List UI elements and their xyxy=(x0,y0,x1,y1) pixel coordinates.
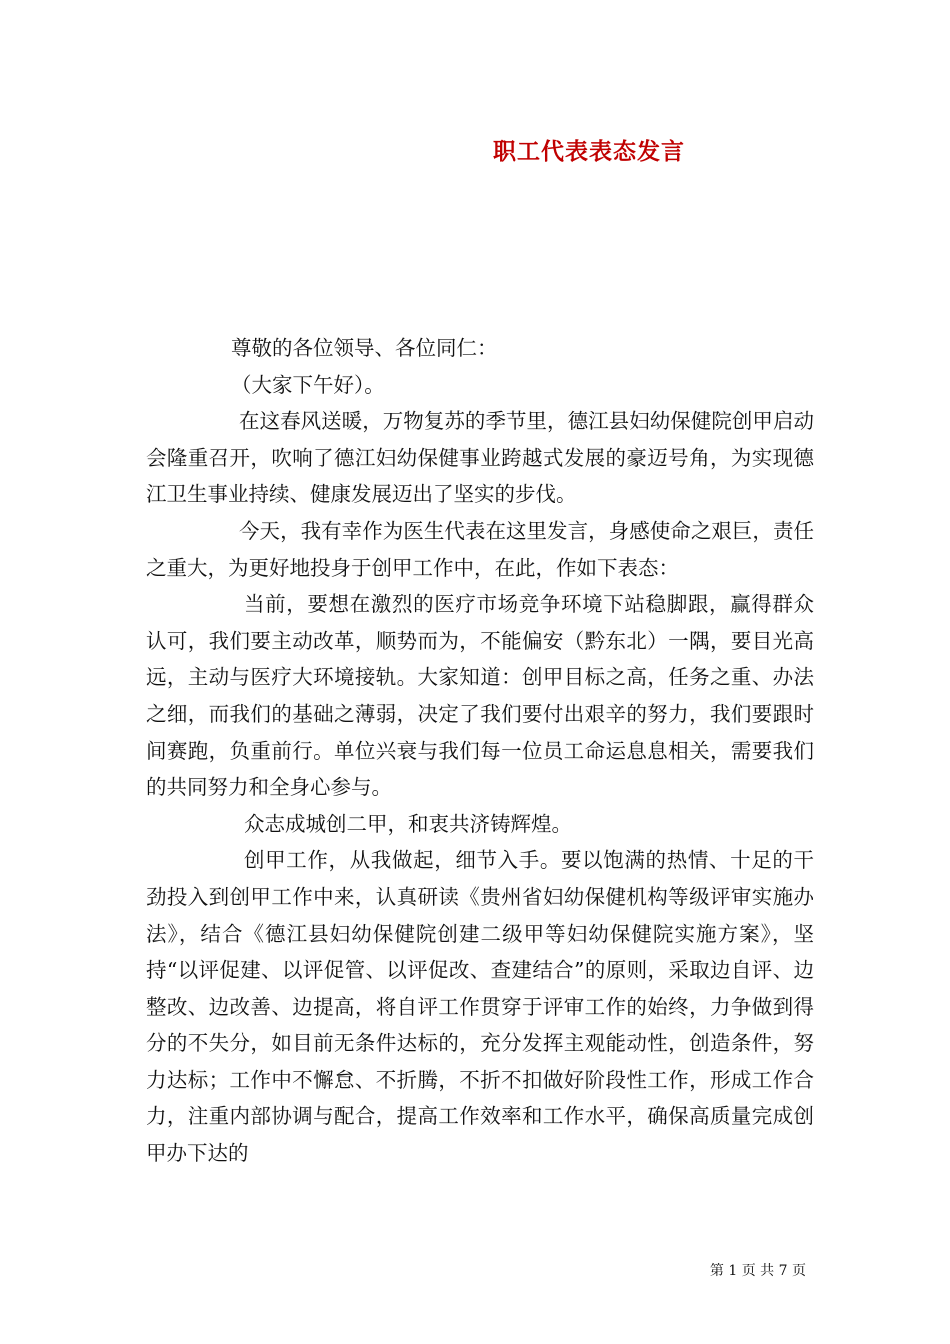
body-paragraph: 在这春风送暖，万物复苏的季节里，德江县妇幼保健院创甲启动会隆重召开，吹响了德江妇幼保健事业跨越式发展的豪迈号角，为实现德江卫生事业持续、健康发展迈出了坚实的步伐。 xyxy=(146,409,814,507)
document-body xyxy=(146,330,814,1172)
body-paragraph: 当前，要想在激烈的医疗市场竞争环境下站稳脚跟，赢得群众认可，我们要主动改革，顺势而为，不能偏安（黔东北）一隅，要目光高远，主动与医疗大环境接轨。大家知道：创甲目标之高，任务之重、办法之细，而我们的基础之薄弱，决定了我们要付出艰辛的努力，我们要跟时间赛跑，负重前行。单位兴衰与我们每一位员工命运息息相关，需要我们的共同努力和全身心参与。 xyxy=(146,592,814,800)
greeting-paragraph: （大家下午好）。 xyxy=(231,372,385,397)
document-title: 职工代表表态发言 xyxy=(493,138,685,165)
salutation-paragraph: 尊敬的各位领导、各位同仁： xyxy=(231,336,498,360)
body-paragraph: 创甲工作，从我做起，细节入手。要以饱满的热情、十足的干劲投入到创甲工作中来，认真研读《贵州省妇幼保健机构等级评审实施办法》，结合《德江县妇幼保健院创建二级甲等妇幼保健院实施方案》，坚持“以评促建、以评促管、以评促改、查建结合”的原则，采取边自评、边整改、边改善、边提高，将自评工作贯穿于评审工作的始终，力争做到得分的不失分，如目前无条件达标的，充分发挥主观能动性，创造条件，努力达标；工作中不懈怠、不折腾，不折不扣做好阶段性工作，形成工作合力，注重内部协调与配合，提高工作效率和工作水平，确保高质量完成创甲办下达的 xyxy=(146,848,814,1166)
page-number-footer: 第 1 页 共 7 页 xyxy=(709,1263,806,1279)
body-paragraph: 今天，我有幸作为医生代表在这里发言，身感使命之艰巨，责任之重大，为更好地投身于创甲工作中，在此，作如下表态： xyxy=(146,518,814,580)
body-paragraph: 众志成城创二甲，和衷共济铸辉煌。 xyxy=(244,811,572,836)
